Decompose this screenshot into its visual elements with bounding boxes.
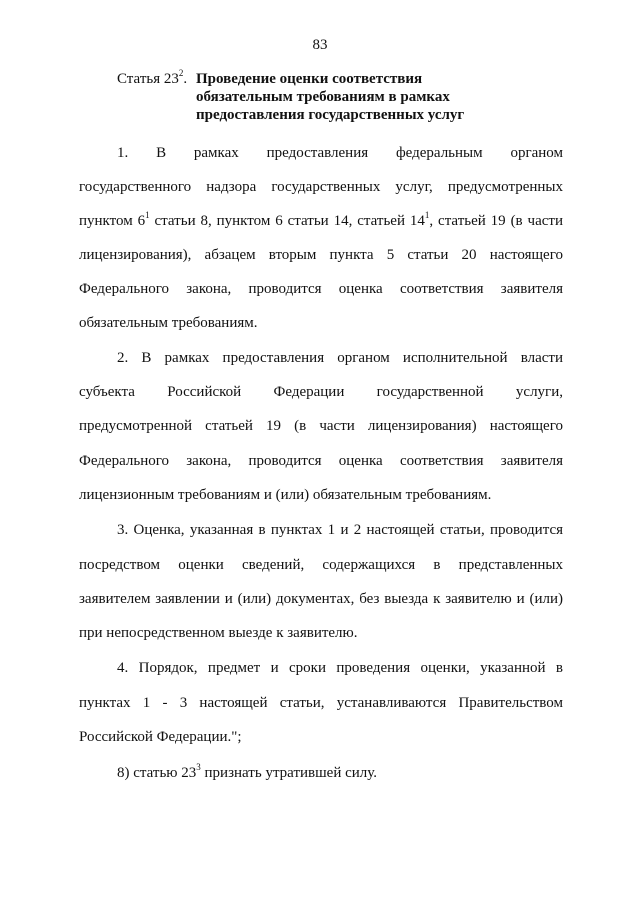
- paragraph-3-line: заявителем заявлении и (или) документах, без выезда к заявителю и (или): [79, 591, 563, 607]
- article-title-line: обязательным требованиям в рамках: [196, 89, 450, 105]
- paragraph-2-line: субъекта Российской Федерации государственной услуги,: [79, 384, 563, 400]
- paragraph-2-line: 2. В рамках предоставления органом исполнительной власти: [117, 350, 563, 366]
- paragraph-2-line: лицензионным требованиям и (или) обязательным требованиям.: [79, 487, 492, 503]
- paragraph-1-line: Федерального закона, проводится оценка соответствия заявителя: [79, 281, 563, 297]
- article-title-line: предоставления государственных услуг: [196, 107, 465, 123]
- paragraph-2-line: Федерального закона, проводится оценка соответствия заявителя: [79, 453, 563, 469]
- article-label-superscript: 2: [178, 68, 184, 78]
- paragraph-1-line: 1. В рамках предоставления федеральным органом: [117, 145, 563, 161]
- paragraph-5-line: 8) статью $23^3$ признать утратившей силу.: [117, 762, 378, 781]
- paragraph-3-line: при непосредственном выезде к заявителю.: [79, 625, 358, 641]
- paragraph-1-line: обязательным требованиям.: [79, 315, 258, 331]
- article-title-line: Проведение оценки соответствия: [196, 71, 423, 87]
- article-label: Статья $23^2$.: [117, 68, 188, 87]
- paragraph-1-line: лицензирования), абзацем вторым пункта 5 статьи 20 настоящего: [79, 247, 563, 263]
- paragraph-1-line: государственного надзора государственных услуг, предусмотренных: [79, 179, 563, 195]
- paragraph-4-line: пунктах 1 - 3 настоящей статьи, устанавливаются Правительством: [79, 695, 563, 711]
- paragraph-3-line: 3. Оценка, указанная в пунктах 1 и 2 настоящей статьи, проводится: [117, 522, 563, 538]
- article-title: [196, 70, 496, 124]
- paragraph-3-line: посредством оценки сведений, содержащихся в представленных: [79, 557, 563, 573]
- paragraph-4-line: 4. Порядок, предмет и сроки проведения оценки, указанной в: [117, 660, 563, 676]
- page-number: 83: [312, 37, 328, 53]
- paragraph-1-line: пунктом $6^1$ статьи 8, пунктом 6 статьи 14, статьей $14^1$, статьей 19 (в части: [79, 210, 563, 229]
- paragraph-2-line: предусмотренной статьей 19 (в части лицензирования) настоящего: [79, 418, 563, 434]
- paragraph-4-line: Российской Федерации.";: [79, 729, 242, 745]
